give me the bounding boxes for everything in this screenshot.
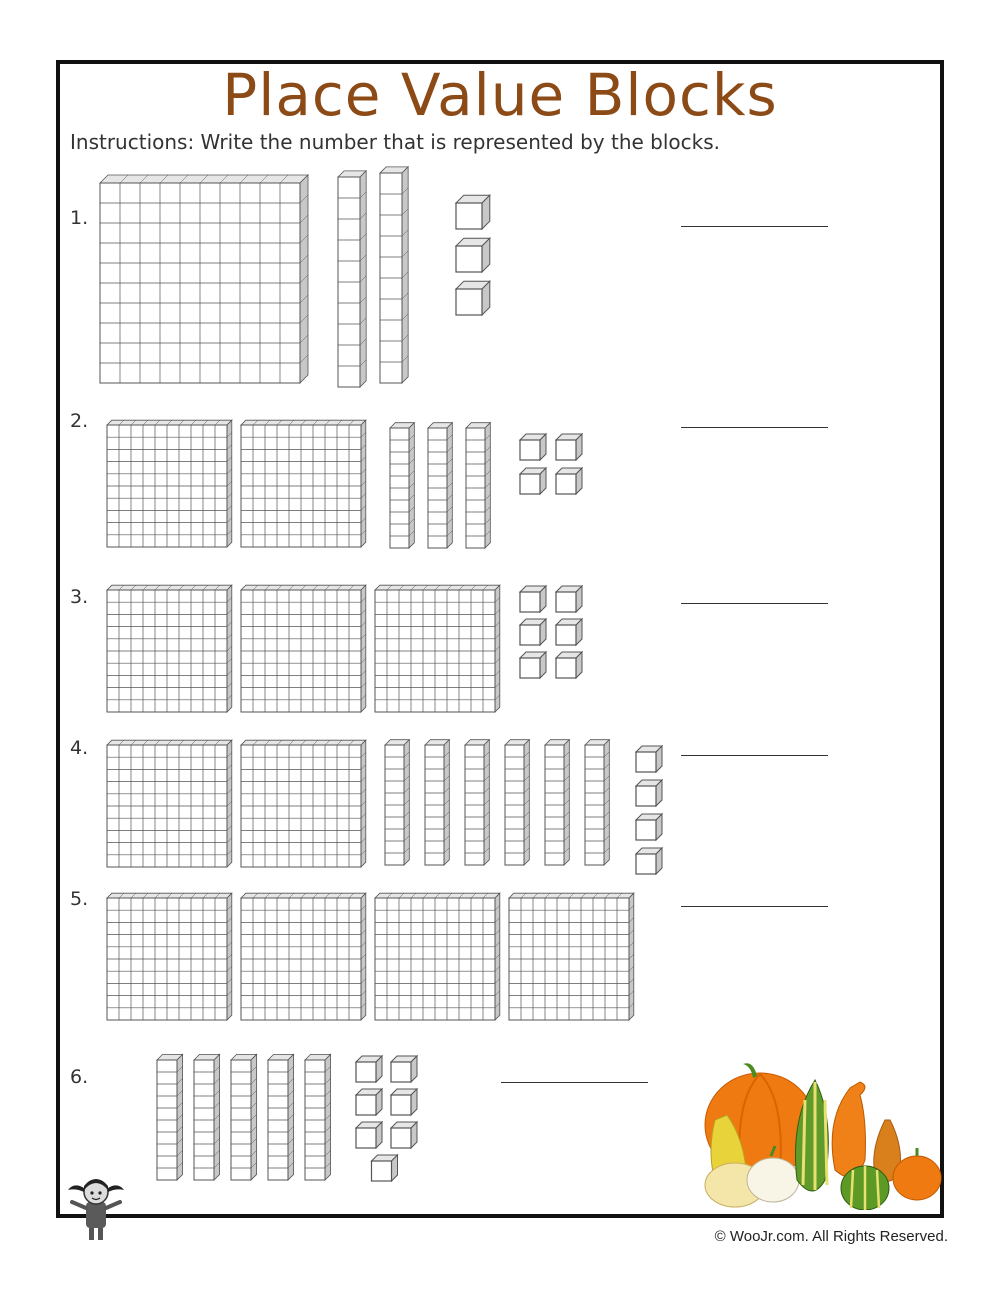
ones-cube-q4-2 bbox=[636, 780, 662, 806]
hundreds-flat-q4-1 bbox=[107, 740, 232, 867]
tens-rod-q6-1 bbox=[157, 1054, 183, 1180]
ones-cube-q3-5 bbox=[520, 652, 546, 678]
question-number-2: 2. bbox=[70, 410, 89, 432]
question-number-6: 6. bbox=[70, 1066, 89, 1088]
ones-cube-q4-3 bbox=[636, 814, 662, 840]
tens-rod-q2-2 bbox=[428, 423, 452, 548]
ones-cube-q3-4 bbox=[556, 619, 582, 645]
tens-rod-q6-4 bbox=[268, 1054, 294, 1180]
tens-rod-q4-4 bbox=[505, 740, 529, 865]
tens-rod-q4-2 bbox=[425, 740, 449, 865]
tens-rod-q6-5 bbox=[305, 1054, 331, 1180]
tens-rod-q4-6 bbox=[585, 740, 609, 865]
hundreds-flat-q4-2 bbox=[241, 740, 366, 867]
tens-rod-q6-2 bbox=[194, 1054, 220, 1180]
hundreds-flat-q3-3 bbox=[375, 585, 500, 712]
ones-cube-q6-6 bbox=[391, 1122, 417, 1148]
hundreds-flat-q1-1 bbox=[100, 175, 308, 383]
ones-cube-q3-2 bbox=[556, 586, 582, 612]
ones-cube-q2-4 bbox=[556, 468, 582, 494]
ones-cube-q1-3 bbox=[456, 281, 490, 315]
ones-cube-q6-3 bbox=[356, 1089, 382, 1115]
question-number-4: 4. bbox=[70, 737, 89, 759]
tens-rod-q6-3 bbox=[231, 1054, 257, 1180]
question-number-5: 5. bbox=[70, 888, 89, 910]
ones-cube-q1-2 bbox=[456, 238, 490, 272]
ones-cube-q6-7 bbox=[372, 1155, 398, 1181]
ones-cube-q6-1 bbox=[356, 1056, 382, 1082]
hundreds-flat-q2-1 bbox=[107, 420, 232, 547]
tens-rod-q1-2 bbox=[380, 167, 408, 383]
hundreds-flat-q5-1 bbox=[107, 893, 232, 1020]
question-number-1: 1. bbox=[70, 207, 89, 229]
hundreds-flat-q5-2 bbox=[241, 893, 366, 1020]
ones-cube-q6-4 bbox=[391, 1089, 417, 1115]
ones-cube-q2-2 bbox=[556, 434, 582, 460]
ones-cube-q3-3 bbox=[520, 619, 546, 645]
hundreds-flat-q3-2 bbox=[241, 585, 366, 712]
ones-cube-q2-3 bbox=[520, 468, 546, 494]
tens-rod-q4-3 bbox=[465, 740, 489, 865]
ones-cube-q3-1 bbox=[520, 586, 546, 612]
instructions-text: Instructions: Write the number that is represented by the blocks. bbox=[70, 130, 720, 154]
question-number-3: 3. bbox=[70, 586, 89, 608]
tens-rod-q2-3 bbox=[466, 423, 490, 548]
ones-cube-q4-1 bbox=[636, 746, 662, 772]
hundreds-flat-q5-4 bbox=[509, 893, 634, 1020]
hundreds-flat-q2-2 bbox=[241, 420, 366, 547]
girl-mascot-icon bbox=[62, 1172, 132, 1242]
ones-cube-q2-1 bbox=[520, 434, 546, 460]
tens-rod-q1-1 bbox=[338, 171, 366, 387]
hundreds-flat-q5-3 bbox=[375, 893, 500, 1020]
ones-cube-q3-6 bbox=[556, 652, 582, 678]
tens-rod-q4-5 bbox=[545, 740, 569, 865]
copyright-footer: © WooJr.com. All Rights Reserved. bbox=[714, 1228, 948, 1245]
hundreds-flat-q3-1 bbox=[107, 585, 232, 712]
ones-cube-q4-4 bbox=[636, 848, 662, 874]
ones-cube-q1-1 bbox=[456, 195, 490, 229]
page-title: Place Value Blocks bbox=[222, 61, 778, 129]
gourds-illustration bbox=[685, 1060, 945, 1210]
tens-rod-q2-1 bbox=[390, 423, 414, 548]
ones-cube-q6-5 bbox=[356, 1122, 382, 1148]
ones-cube-q6-2 bbox=[391, 1056, 417, 1082]
tens-rod-q4-1 bbox=[385, 740, 409, 865]
